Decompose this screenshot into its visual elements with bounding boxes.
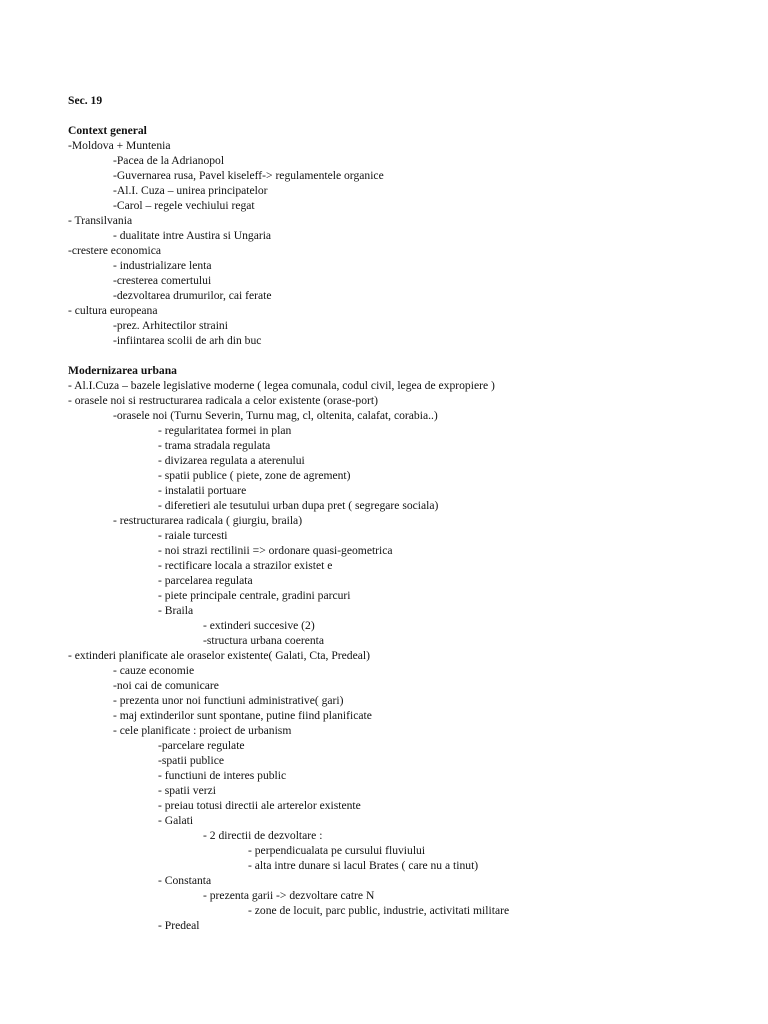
outline-item: - cele planificate : proiect de urbanism <box>113 724 292 737</box>
outline-item: -dezvoltarea drumurilor, cai ferate <box>113 289 272 302</box>
outline-item: - spatii publice ( piete, zone de agrement) <box>158 469 351 482</box>
outline-item: -crestere economica <box>68 244 162 257</box>
outline-item: - cultura europeana <box>68 304 158 317</box>
outline-item: - prezenta garii -> dezvoltare catre N <box>203 889 375 902</box>
outline-item: -Guvernarea rusa, Pavel kiseleff-> regulamentele organice <box>113 169 384 182</box>
outline-item: - functiuni de interes public <box>158 769 287 782</box>
spacer <box>68 108 748 123</box>
outline-item: - prezenta unor noi functiuni administrative( gari) <box>113 694 344 707</box>
outline-item: -noi cai de comunicare <box>113 679 219 692</box>
outline-item: - Constanta <box>158 874 212 887</box>
outline-item: - spatii verzi <box>158 784 216 797</box>
document-body <box>68 93 748 933</box>
document-title: Sec. 19 <box>68 94 103 107</box>
outline-item: -parcelare regulate <box>158 739 245 752</box>
outline-item: - trama stradala regulata <box>158 439 271 452</box>
outline-item: - restructurarea radicala ( giurgiu, braila) <box>113 514 303 527</box>
outline-item: - zone de locuit, parc public, industrie, activitati militare <box>248 904 510 917</box>
section-heading: Context general <box>68 124 147 137</box>
outline-item: -Carol – regele vechiului regat <box>113 199 255 212</box>
spacer <box>68 348 748 363</box>
outline-item: - diferetieri ale tesutului urban dupa pret ( segregare sociala) <box>158 499 439 512</box>
outline-item: - perpendicualata pe cursului fluviului <box>248 844 426 857</box>
outline-item: -Pacea de la Adrianopol <box>113 154 225 167</box>
outline-item: - noi strazi rectilinii => ordonare quasi-geometrica <box>158 544 393 557</box>
outline-item: -spatii publice <box>158 754 225 767</box>
outline-item: - extinderi planificate ale oraselor existente( Galati, Cta, Predeal) <box>68 649 370 662</box>
outline-item: -structura urbana coerenta <box>203 634 325 647</box>
outline-item: -Al.I. Cuza – unirea principatelor <box>113 184 268 197</box>
outline-item: - Al.I.Cuza – bazele legislative moderne ( legea comunala, codul civil, legea de expropiere ) <box>68 379 495 392</box>
outline-item: - Transilvania <box>68 214 133 227</box>
outline-item: - dualitate intre Austira si Ungaria <box>113 229 272 242</box>
outline-item: - Galati <box>158 814 194 827</box>
outline-item: - 2 directii de dezvoltare : <box>203 829 323 842</box>
outline-item: - divizarea regulata a aterenului <box>158 454 305 467</box>
outline-item: - Braila <box>158 604 194 617</box>
outline-item: -cresterea comertului <box>113 274 212 287</box>
outline-item: -orasele noi (Turnu Severin, Turnu mag, cl, oltenita, calafat, corabia..) <box>113 409 438 422</box>
outline-item: - instalatii portuare <box>158 484 247 497</box>
outline-item: - maj extinderilor sunt spontane, putine fiind planificate <box>113 709 372 722</box>
outline-item: - industrializare lenta <box>113 259 212 272</box>
outline-item: - regularitatea formei in plan <box>158 424 292 437</box>
outline-item: - orasele noi si restructurarea radicala a celor existente (orase-port) <box>68 394 378 407</box>
outline-item: - piete principale centrale, gradini parcuri <box>158 589 351 602</box>
outline-item: -Moldova + Muntenia <box>68 139 171 152</box>
outline-item: - raiale turcesti <box>158 529 228 542</box>
outline-item: - rectificare locala a strazilor existet e <box>158 559 333 572</box>
outline-item: - preiau totusi directii ale arterelor existente <box>158 799 361 812</box>
outline-item: - parcelarea regulata <box>158 574 253 587</box>
outline-item: -prez. Arhitectilor straini <box>113 319 228 332</box>
outline-item: - Predeal <box>158 919 200 932</box>
outline-item: -infiintarea scolii de arh din buc <box>113 334 262 347</box>
outline-item: - extinderi succesive (2) <box>203 619 315 632</box>
outline-item: - alta intre dunare si lacul Brates ( care nu a tinut) <box>248 859 479 872</box>
section-heading: Modernizarea urbana <box>68 364 177 377</box>
outline-item: - cauze economie <box>113 664 195 677</box>
